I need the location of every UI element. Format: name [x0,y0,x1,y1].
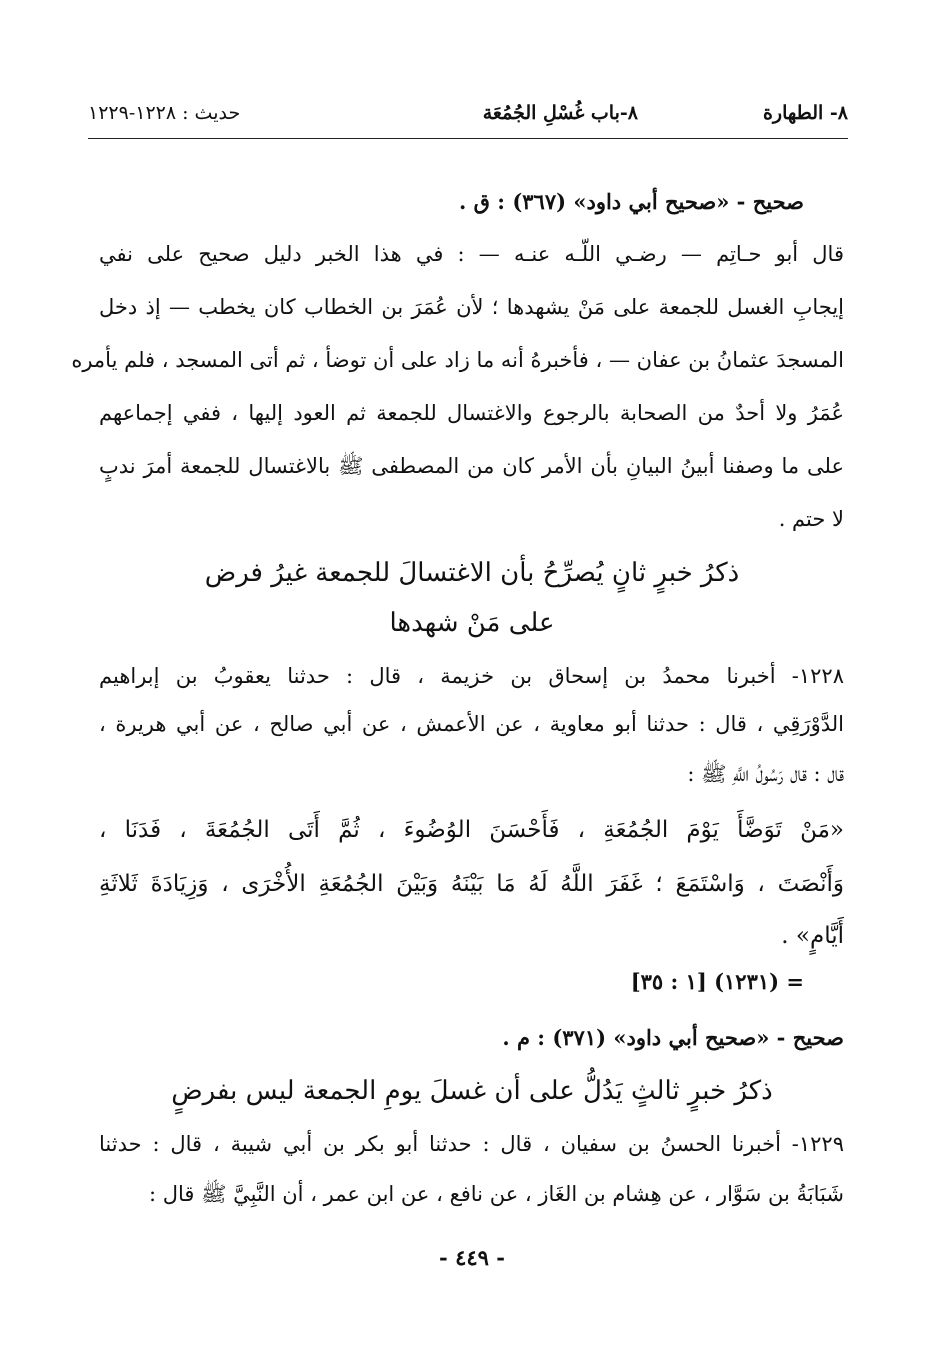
header-rule [88,138,848,139]
chapter-title: ٨- الطهارة [762,102,848,124]
section-heading-2: ذكرُ خبرٍ ثالثٍ يَدُلُّ على أن غسلَ يومِ الجمعة ليس بفرضٍ [171,1076,773,1106]
matn-1228-line-2: وَأَنْصَتَ ، وَاسْتَمَعَ ؛ غَفَرَ اللَّهُ لَهُ مَا بَيْنَهُ وَبَيْنَ الجُمُعَةِ الأُخْرَى ، وَزِيَادَةَ ثَلاثَةِ [99,871,844,897]
cross-reference: = (١٢٣١) [١ : ٣٥] [630,969,804,994]
comment-line-1: قال أبو حـاتِم — رضـي اللّـه عنـه — : في هذا الخبر دليل صحيح على نفي [99,242,844,266]
section-heading-1a: ذكرُ خبرٍ ثانٍ يُصرِّحُ بأن الاغتسالَ للجمعة غيرُ فرض [204,558,740,588]
hadith-1229-line-2: شَبَابَةُ بن سَوَّار ، عن هِشام بن الغَاز ، عن نافع ، عن ابن عمر ، أن النَّبِيَّ ﷺ قال : [149,1182,844,1206]
hadith-1229-line-1: ١٢٢٩- أخبرنا الحسنُ بن سفيان ، قال : حدثنا أبو بكر بن أبي شيبة ، قال : حدثنا [99,1132,844,1156]
running-header [88,96,848,136]
grade-line-1: صحيح - «صحيح أبي داود» (٣٦٧) : ق . [459,189,804,214]
comment-line-3: المسجدَ عثمانُ بن عفان — ، فأخبرهُ أنه ما زاد على أن توضأ ، ثم أتى المسجد ، فلم يأمره [71,348,844,372]
hadith-range: حديث : ١٢٢٨-١٢٢٩ [88,102,241,124]
comment-line-4: عُمَرُ ولا أحدٌ من الصحابة بالرجوع والاغتسال للجمعة ثم العود إليها ، ففي إجماعهم [99,401,844,425]
comment-line-6: لا حتم . [778,507,844,531]
matn-1228-line-1: «مَنْ تَوَضَّأَ يَوْمَ الجُمُعَةِ ، فَأَحْسَنَ الوُضُوءَ ، ثُمَّ أَتَى الجُمُعَةَ ، فَدَنَا ، [99,817,844,843]
section-heading-1b: على مَنْ شهدها [389,608,555,638]
section-title: ٨-باب غُسْلِ الجُمُعَة [482,102,638,124]
comment-line-2: إيجابِ الغسل للجمعة على مَنْ يشهدها ؛ لأن عُمَرَ بن الخطاب كان يخطب — إذ دخل [99,295,844,319]
hadith-1228-line-1: ١٢٢٨- أخبرنا محمدُ بن إسحاق بن خزيمة ، قال : حدثنا يعقوبُ بن إبراهيم [99,664,844,688]
hadith-1228-line-2: الدَّوْرَقِي ، قال : حدثنا أبو معاوية ، عن الأعمش ، عن أبي صالح ، عن أبي هريرة ، [99,712,844,736]
hadith-1228-line-3: قال : قال رَسُولُ اللَّهِ ﷺ : [687,762,844,786]
matn-1228-line-3: أَيَّامٍ» . [781,923,844,949]
page-number: - ٤٤٩ - [439,1245,505,1270]
grade-line-2: صحيح - «صحيح أبي داود» (٣٧١) : م . [502,1025,844,1050]
comment-line-5: على ما وصفنا أبينُ البيانِ بأن الأمر كان من المصطفى ﷺ بالاغتسال للجمعة أمرَ ندبٍ [99,454,844,478]
